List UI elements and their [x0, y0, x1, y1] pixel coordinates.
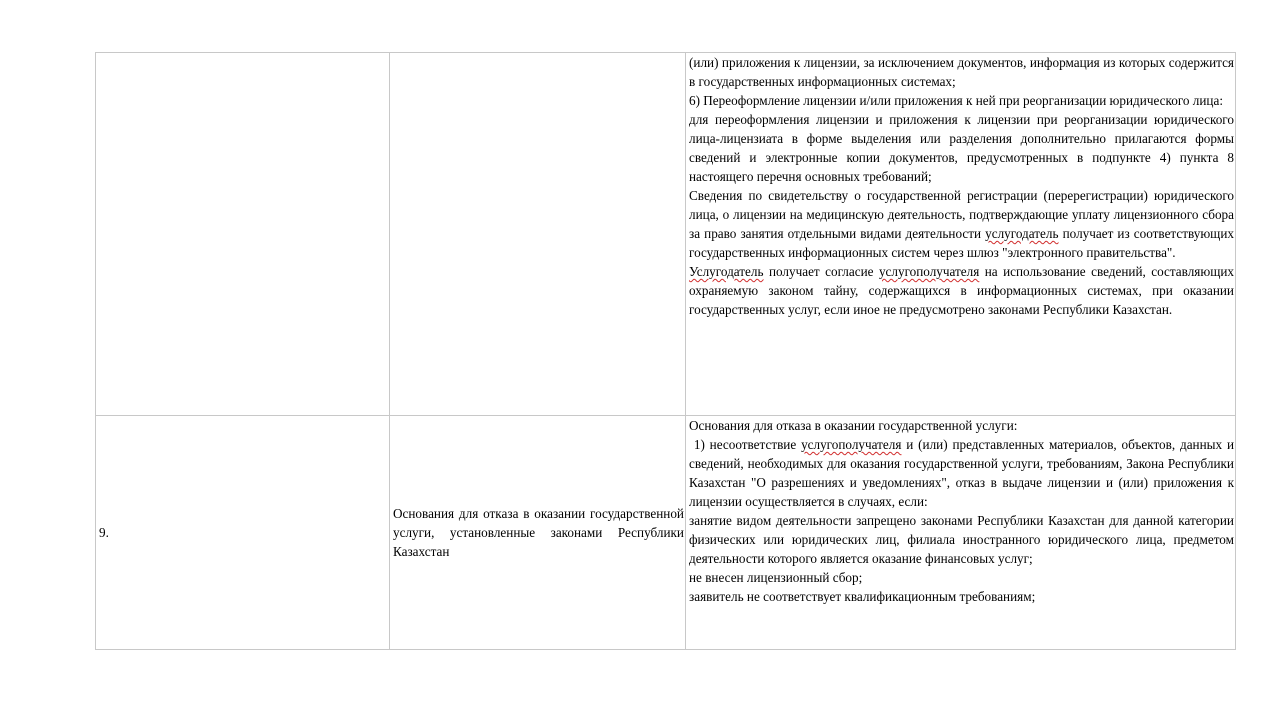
spellcheck-word: Услугодатель [689, 264, 764, 279]
paragraph: 1) несоответствие услугополучателя и (или) представленных материалов, объектов, данных и сведений, необходимых для оказания государственной услуги, требованиям, Закона Республики Казахстан "О разрешениях и уведомлениях", отказ в выдаче лицензии и (или) приложения к лицензии осуществляется в случаях, если: [689, 437, 1238, 509]
row-number-cell: 9. [96, 416, 390, 650]
paragraph: Сведения по свидетельству о государственной регистрации (перерегистрации) юридического лица, о лицензии на медицинскую деятельность, подтверждающие уплату лицензионного сбора за право занятия отдельными видами деятельности услугодатель получает из соответствующих государственных информационных систем через шлюз "электронного правительства". [689, 188, 1234, 260]
row-number-cell [96, 53, 390, 416]
paragraph: занятие видом деятельности запрещено законами Республики Казахстан для данной категории физических или юридических лиц, филиала иностранного юридического лица, предметом деятельности которого является оказание финансовых услуг; [689, 513, 1234, 566]
paragraph: Основания для отказа в оказании государственной услуги: [689, 418, 1018, 433]
paragraph: 6) Переоформление лицензии и/или приложения к ней при реорганизации юридического лица: [689, 93, 1224, 108]
paragraph: для переоформления лицензии и приложения к лицензии при реорганизации юридического лица-лицензиата в форме выделения или разделения дополнительно прилагаются формы сведений и электронные копии документов, предусмотренных в подпункте 4) пункта 8 настоящего перечня основных требований; [689, 112, 1234, 184]
row-content-cell [686, 416, 1236, 650]
paragraph: не внесен лицензионный сбор; [689, 570, 863, 585]
row-name-cell [390, 53, 686, 416]
spellcheck-word: услугополучателя [801, 437, 902, 452]
row-name-cell: Основания для отказа в оказании государственной услуги, установленные законами Республики Казахстан [390, 416, 686, 650]
paragraph: заявитель не соответствует квалификационным требованиям; [689, 589, 1036, 604]
row-content-cell [686, 53, 1236, 416]
paragraph: Услугодатель получает согласие услугополучателя на использование сведений, составляющих охраняемую законом тайну, содержащихся в информационных системах, при оказании государственных услуг, если иное не предусмотрено законами Республики Казахстан. [689, 264, 1234, 317]
table-row [96, 416, 1236, 650]
requirements-table [95, 52, 1236, 650]
table-row [96, 53, 1236, 416]
paragraph: (или) приложения к лицензии, за исключением документов, информация из которых содержится в государственных информационных системах; [689, 55, 1234, 89]
spellcheck-word: услугополучателя [878, 264, 980, 279]
spellcheck-word: услугодатель [985, 226, 1059, 241]
